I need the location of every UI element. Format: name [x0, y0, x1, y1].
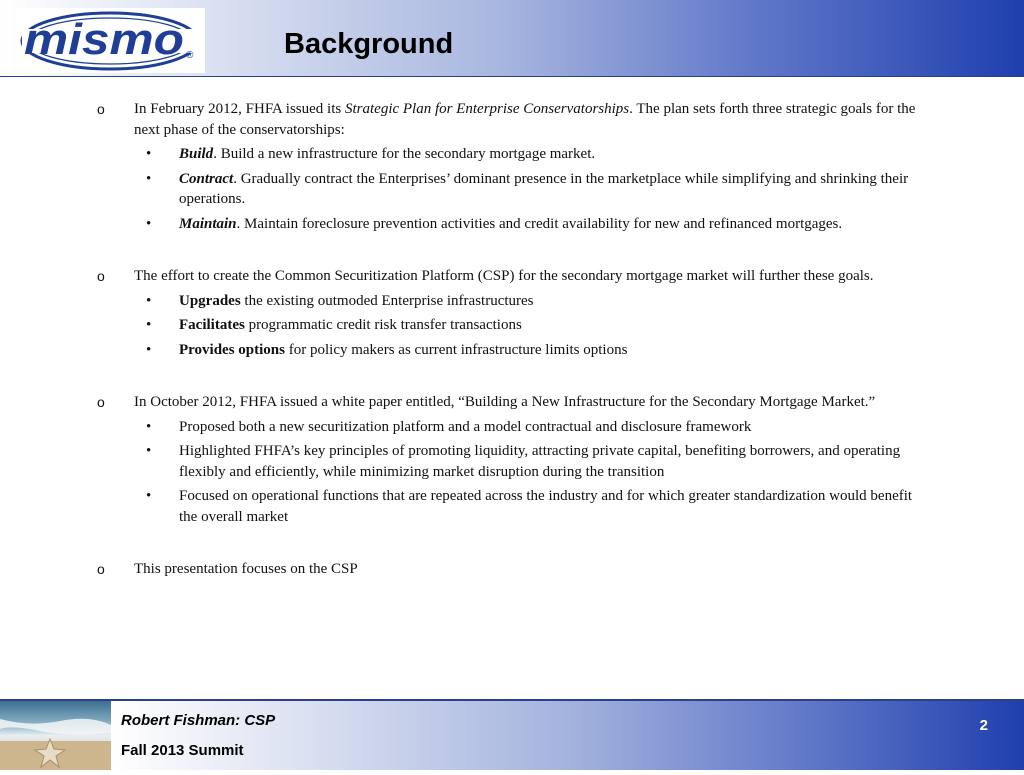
bullet-marker: • [146, 418, 152, 435]
strategic-goals-list [134, 144, 924, 234]
benefit-text: for policy makers as current infrastructure limits options [285, 341, 628, 358]
benefit-text: the existing outmoded Enterprise infrastructures [240, 292, 534, 309]
goal-build [146, 144, 924, 165]
registered-mark: ® [186, 50, 194, 61]
page-number: 2 [979, 717, 988, 734]
white-paper-point [146, 486, 924, 527]
white-paper-point-text: Proposed both a new securitization platform and a model contractual and disclosure framework [179, 418, 752, 435]
starfish-beach-graphic [0, 701, 111, 770]
bullet-marker: • [146, 341, 152, 358]
white-paper-point-text: Highlighted FHFA’s key principles of promoting liquidity, attracting private capital, benefiting borrowers, and operating flexibly and efficiently, while minimizing market disruption during the transition [179, 443, 901, 480]
white-paper-point [146, 417, 924, 438]
benefit-label: Upgrades [179, 292, 241, 309]
point-text: In October 2012, FHFA issued a white paper entitled, “Building a New Infrastructure for the Secondary Mortgage Market.” [134, 394, 876, 410]
benefit-label: Facilitates [179, 317, 245, 333]
slide-header [0, 0, 1024, 77]
beach-starfish-image [0, 701, 111, 770]
white-paper-points-list [134, 417, 924, 528]
point-text: The effort to create the Common Securitization Platform (CSP) for the secondary mortgage market will further these goals. [134, 268, 874, 284]
goal-text: . Build a new infrastructure for the secondary mortgage market. [213, 146, 596, 162]
main-point-csp-effort [97, 266, 924, 360]
bullet-marker: • [146, 170, 152, 187]
benefit-provides-options [146, 340, 924, 361]
goal-label: Contract [179, 170, 234, 187]
mismo-logo [16, 8, 205, 73]
hollow-bullet-marker: o [97, 101, 105, 117]
bullet-marker: • [146, 146, 152, 162]
goal-text: . Gradually contract the Enterprises’ dominant presence in the marketplace while simplifying and shrinking their operations. [179, 170, 909, 207]
main-point-presentation-focus [97, 559, 924, 580]
plan-title: Strategic Plan for Enterprise Conservatorships [344, 101, 630, 117]
bullet-marker: • [146, 488, 152, 504]
benefit-upgrades [146, 291, 924, 312]
goal-contract [146, 169, 924, 210]
event-label: Fall 2013 Summit [121, 742, 244, 759]
bullet-marker: • [146, 292, 152, 309]
point-text-suffix: . The plan sets forth three strategic goals for the next phase of the conservatorships: [134, 101, 916, 138]
white-paper-point-text: Focused on operational functions that are repeated across the industry and for which greater standardization would benefit the overall market [179, 488, 913, 525]
goal-text: . Maintain foreclosure prevention activities and credit availability for new and refinanced mortgages. [236, 215, 843, 232]
logo-wordmark: mismo [24, 15, 184, 64]
slide-title: Background [284, 28, 454, 60]
slide-footer [0, 699, 1024, 770]
bullet-marker: • [146, 215, 152, 232]
footer-bar [111, 701, 1024, 770]
slide-body [0, 99, 1024, 580]
mismo-logo-graphic [16, 8, 205, 73]
benefit-text: programmatic credit risk transfer transactions [244, 317, 522, 333]
goal-label: Build [179, 146, 214, 162]
goal-label: Maintain [179, 215, 237, 232]
bullet-marker: • [146, 443, 152, 459]
hollow-bullet-marker: o [97, 561, 105, 577]
presenter-label: Robert Fishman: CSP [121, 712, 276, 729]
bullet-marker: • [146, 317, 152, 333]
point-text: This presentation focuses on the CSP [134, 561, 358, 577]
main-point-strategic-plan [97, 99, 924, 234]
benefit-facilitates [146, 315, 924, 336]
point-text-prefix: In February 2012, FHFA issued its [134, 101, 345, 117]
hollow-bullet-marker: o [97, 268, 105, 284]
main-point-white-paper [97, 392, 924, 527]
csp-benefits-list [134, 291, 924, 361]
hollow-bullet-marker: o [97, 394, 105, 410]
white-paper-point [146, 441, 924, 482]
goal-maintain [146, 214, 924, 235]
benefit-label: Provides options [179, 341, 285, 358]
